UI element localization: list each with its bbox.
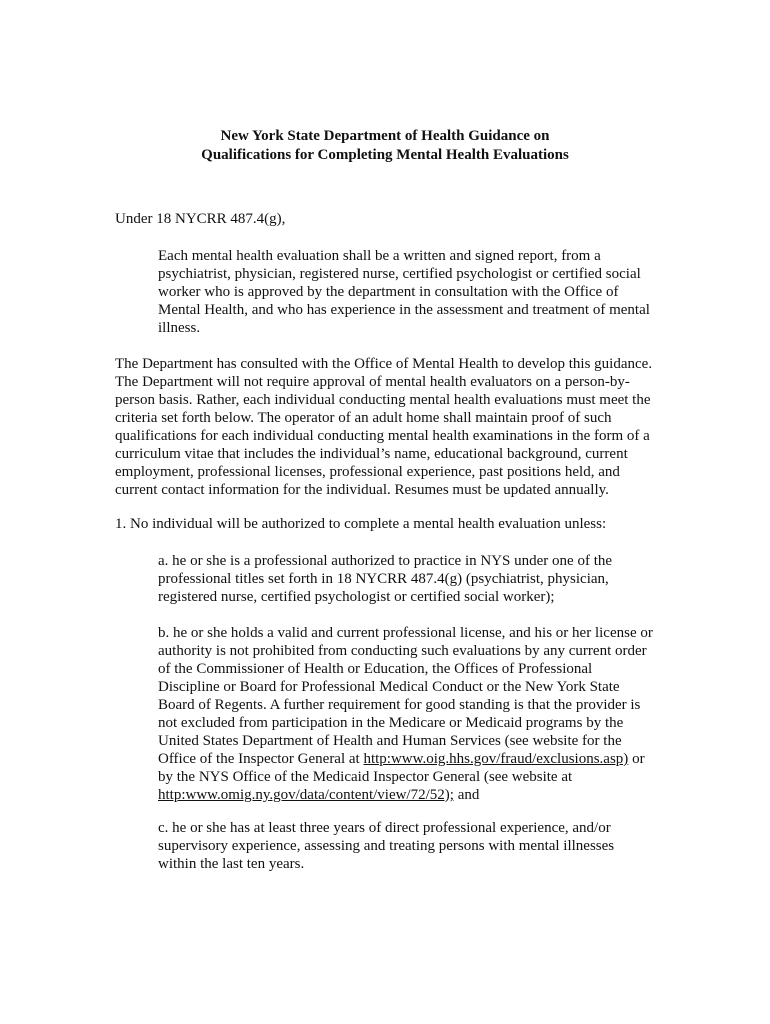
paragraph-line: employment, professional licenses, professional experience, past positions held, and (115, 464, 620, 480)
requirement-line: a. he or she is a professional authorized to practice in NYS under one of the (158, 553, 613, 569)
paragraph-line: curriculum vitae that includes the individual’s name, educational background, current (115, 446, 628, 462)
requirement-line: c. he or she has at least three years of direct professional experience, and/or (158, 820, 611, 836)
requirement-line: within the last ten years. (158, 856, 305, 872)
omig-link[interactable]: http:www.omig.ny.gov/data/content/view/72/52); (158, 787, 454, 803)
oig-prefix: Office of the Inspector General at (158, 751, 364, 767)
requirement-line: authority is not prohibited from conducting such evaluations by any current order (158, 643, 647, 659)
quote-line: worker who is approved by the department in consultation with the Office of (158, 284, 619, 300)
requirement-line-oig (158, 750, 653, 768)
oig-suffix: or (628, 751, 645, 767)
title-line-1: New York State Department of Health Guidance on (220, 128, 550, 144)
paragraph-line: The Department has consulted with the Office of Mental Health to develop this guidance. (115, 356, 653, 372)
requirements-heading: 1. No individual will be authorized to complete a mental health evaluation unless: (115, 516, 607, 532)
requirement-line-omig (158, 786, 653, 804)
requirement-line: supervisory experience, assessing and treating persons with mental illnesses (158, 838, 615, 854)
omig-suffix: and (453, 787, 480, 803)
requirement-b (158, 624, 653, 804)
quote-line: psychiatrist, physician, registered nurse, certified psychologist or certified social (158, 266, 641, 282)
requirement-line: Discipline or Board for Professional Medical Conduct or the New York State (158, 679, 620, 695)
requirement-a (158, 552, 612, 606)
quote-line: illness. (158, 320, 201, 336)
oig-exclusions-link[interactable]: http:www.oig.hhs.gov/fraud/exclusions.asp) (363, 751, 629, 767)
paragraph-line: qualifications for each individual conducting mental health examinations in the form of a (115, 428, 650, 444)
paragraph-line: The Department will not require approval of mental health evaluators on a person-by- (115, 374, 630, 390)
regulation-citation: Under 18 NYCRR 487.4(g), (115, 211, 286, 227)
requirement-line: professional titles set forth in 18 NYCRR 487.4(g) (psychiatrist, physician, (158, 571, 609, 587)
paragraph-line: current contact information for the individual. Resumes must be updated annually. (115, 482, 609, 498)
requirement-line: b. he or she holds a valid and current professional license, and his or her license or (158, 625, 653, 641)
requirement-line: United States Department of Health and Human Services (see website for the (158, 733, 622, 749)
requirement-line: by the NYS Office of the Medicaid Inspector General (see website at (158, 769, 573, 785)
regulation-quote (158, 247, 650, 337)
requirement-line: registered nurse, certified psychologist or certified social worker); (158, 589, 555, 605)
guidance-paragraph (115, 355, 652, 499)
requirement-c (158, 819, 614, 873)
paragraph-line: criteria set forth below. The operator of an adult home shall maintain proof of such (115, 410, 612, 426)
title-line-2: Qualifications for Completing Mental Health Evaluations (201, 147, 569, 163)
document-title (0, 127, 770, 165)
paragraph-line: person basis. Rather, each individual conducting mental health evaluations must meet the (115, 392, 651, 408)
quote-line: Mental Health, and who has experience in the assessment and treatment of mental (158, 302, 650, 318)
requirement-line: Board of Regents. A further requirement for good standing is that the provider is (158, 697, 641, 713)
requirement-line: not excluded from participation in the Medicare or Medicaid programs by the (158, 715, 624, 731)
requirement-line: of the Commissioner of Health or Education, the Offices of Professional (158, 661, 593, 677)
quote-line: Each mental health evaluation shall be a written and signed report, from a (158, 248, 601, 264)
